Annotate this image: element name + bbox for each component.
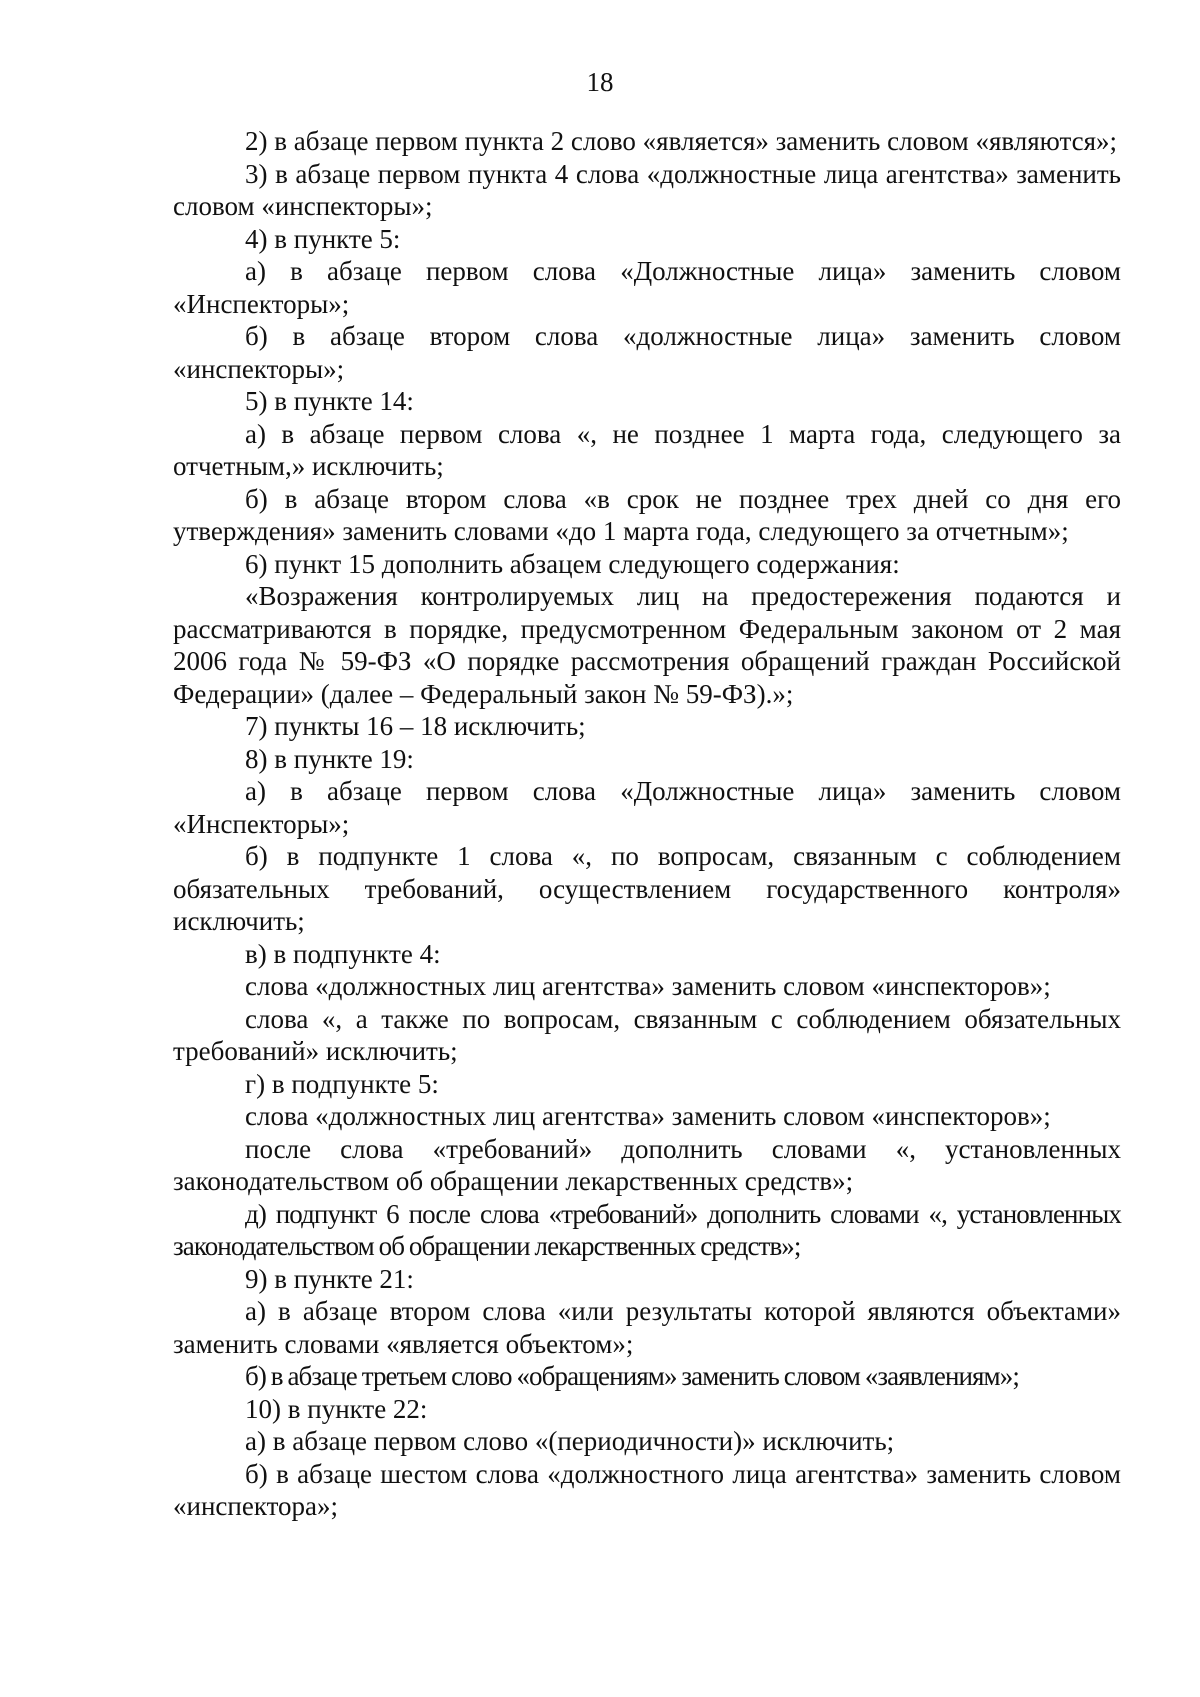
paragraph: а) в абзаце первом слова «Должностные лица» заменить словом «Инспекторы»; <box>173 256 1121 319</box>
paragraph: 4) в пункте 5: <box>245 223 401 254</box>
paragraph: а) в абзаце первом слова «Должностные лица» заменить словом «Инспекторы»; <box>173 776 1121 839</box>
paragraph: 2) в абзаце первом пункта 2 слово «является» заменить словом «являются»; <box>245 126 1118 156</box>
paragraph: 3) в абзаце первом пункта 4 слова «должностные лица агентства» заменить словом «инспекторы»; <box>173 158 1121 221</box>
page-number: 18 <box>586 67 614 97</box>
paragraph: слова «, а также по вопросам, связанным с соблюдением обязательных требований» исключить; <box>173 1003 1121 1066</box>
paragraph: а) в абзаце первом слова «, не позднее 1 марта года, следующего за отчетным,» исключить; <box>173 418 1121 481</box>
paragraph: а) в абзаце первом слово «(периодичности)» исключить; <box>245 1426 895 1456</box>
paragraph: 7) пункты 16 – 18 исключить; <box>245 711 586 741</box>
paragraph: после слова «требований» дополнить словами «, установленных законодательством об обращении лекарственных средств»; <box>173 1133 1121 1196</box>
paragraph: а) в абзаце втором слова «или результаты которой являются объектами» заменить словами «является объектом»; <box>173 1296 1121 1359</box>
document-body <box>173 125 1121 1523</box>
paragraph: в) в подпункте 4: <box>245 938 441 969</box>
paragraph: г) в подпункте 5: <box>245 1068 439 1099</box>
paragraph: б) в абзаце шестом слова «должностного лица агентства» заменить словом «инспектора»; <box>173 1458 1121 1521</box>
paragraph: слова «должностных лиц агентства» заменить словом «инспекторов»; <box>245 971 1051 1001</box>
paragraph: 5) в пункте 14: <box>245 386 414 416</box>
paragraph: 6) пункт 15 дополнить абзацем следующего содержания: <box>245 548 900 579</box>
paragraph: б) в абзаце третьем слово «обращениям» заменить словом «заявлениям»; <box>245 1361 1019 1391</box>
paragraph: «Возражения контролируемых лиц на предостережения подаются и рассматриваются в порядке, предусмотренном Федеральным законом от 2 мая 2006 года № 59-ФЗ «О порядке рассмотрения обращений граждан Российской Федерации» (далее – Федеральный закон № 59-ФЗ).»; <box>173 581 1121 709</box>
paragraph: слова «должностных лиц агентства» заменить словом «инспекторов»; <box>245 1101 1051 1131</box>
paragraph: 8) в пункте 19: <box>245 743 414 774</box>
paragraph: д) подпункт 6 после слова «требований» дополнить словами «, установленных законодательством об обращении лекарственных средств»; <box>173 1198 1121 1261</box>
paragraph: 10) в пункте 22: <box>245 1393 428 1424</box>
paragraph: б) в абзаце втором слова «в срок не позднее трех дней со дня его утверждения» заменить словами «до 1 марта года, следующего за отчетным»; <box>173 483 1121 546</box>
paragraph: б) в подпункте 1 слова «, по вопросам, связанным с соблюдением обязательных требований, осуществлением государственного контроля» исключить; <box>173 841 1121 936</box>
paragraph: б) в абзаце втором слова «должностные лица» заменить словом «инспекторы»; <box>173 321 1121 384</box>
paragraph: 9) в пункте 21: <box>245 1263 414 1294</box>
